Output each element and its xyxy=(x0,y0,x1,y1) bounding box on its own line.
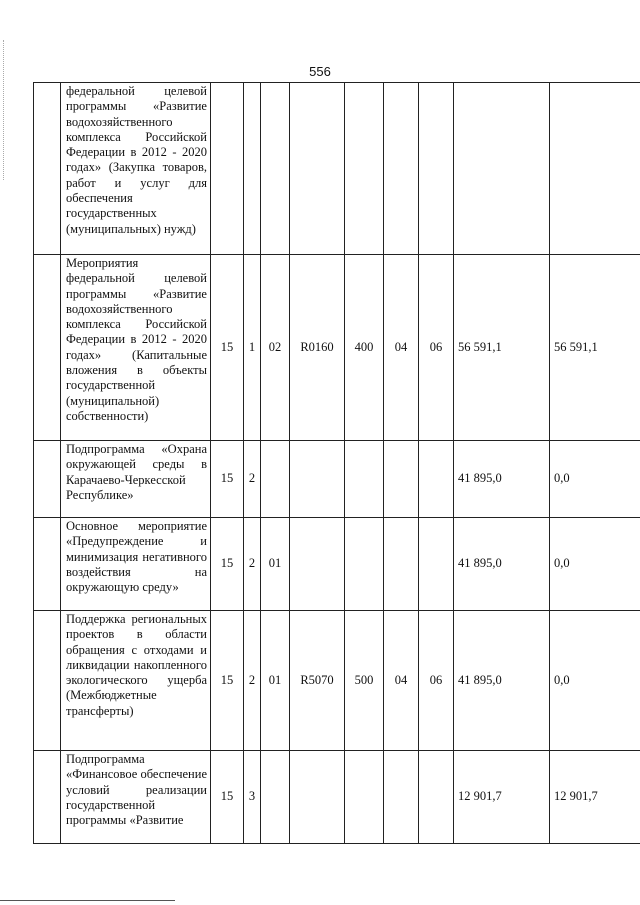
code-cell: 2 xyxy=(244,441,261,518)
code-cell xyxy=(290,441,345,518)
code-cell xyxy=(261,441,290,518)
code-cell: 15 xyxy=(211,611,244,751)
code-cell: 500 xyxy=(345,611,384,751)
code-cell: 04 xyxy=(384,611,419,751)
empty-cell xyxy=(34,255,61,441)
code-cell: R5070 xyxy=(290,611,345,751)
amount-cell xyxy=(550,83,640,255)
code-cell xyxy=(290,751,345,844)
amount-cell: 12 901,7 xyxy=(454,751,550,844)
item-name: Подпрограмма «Финансовое обеспечение условий реализации государственной программы «Развитие xyxy=(61,751,211,844)
amount-cell: 41 895,0 xyxy=(454,518,550,611)
code-cell xyxy=(419,441,454,518)
code-cell: 01 xyxy=(261,611,290,751)
code-cell xyxy=(384,83,419,255)
item-name: Основное мероприятие «Предупреждение и минимизация негативного воздействия на окружающую среду» xyxy=(61,518,211,611)
code-cell: 3 xyxy=(244,751,261,844)
scan-margin-mark xyxy=(3,40,4,180)
code-cell xyxy=(419,518,454,611)
code-cell: 06 xyxy=(419,611,454,751)
amount-cell: 12 901,7 xyxy=(550,751,640,844)
budget-table xyxy=(33,82,640,844)
code-cell xyxy=(384,751,419,844)
code-cell: 15 xyxy=(211,255,244,441)
empty-cell xyxy=(34,611,61,751)
table-row xyxy=(34,255,640,441)
amount-cell: 41 895,0 xyxy=(454,611,550,751)
empty-cell xyxy=(34,751,61,844)
code-cell xyxy=(419,83,454,255)
code-cell: 06 xyxy=(419,255,454,441)
code-cell xyxy=(261,83,290,255)
code-cell xyxy=(345,441,384,518)
code-cell xyxy=(419,751,454,844)
amount-cell: 56 591,1 xyxy=(454,255,550,441)
code-cell: 01 xyxy=(261,518,290,611)
table-row xyxy=(34,83,640,255)
amount-cell: 41 895,0 xyxy=(454,441,550,518)
amount-cell xyxy=(454,83,550,255)
code-cell xyxy=(345,751,384,844)
code-cell xyxy=(261,751,290,844)
code-cell: 2 xyxy=(244,518,261,611)
item-name: Подпрограмма «Охрана окружающей среды в Карачаево-Черкесской Республике» xyxy=(61,441,211,518)
code-cell: 15 xyxy=(211,518,244,611)
footer-rule xyxy=(0,900,175,901)
item-name: Поддержка региональных проектов в области обращения с отходами и ликвидации накопленного экологического ущерба (Межбюджетные трансферты) xyxy=(61,611,211,751)
code-cell xyxy=(384,518,419,611)
amount-cell: 0,0 xyxy=(550,518,640,611)
code-cell: 04 xyxy=(384,255,419,441)
table-row xyxy=(34,441,640,518)
code-cell xyxy=(211,83,244,255)
amount-cell: 56 591,1 xyxy=(550,255,640,441)
code-cell: 15 xyxy=(211,751,244,844)
code-cell: R0160 xyxy=(290,255,345,441)
code-cell xyxy=(244,83,261,255)
amount-cell: 0,0 xyxy=(550,611,640,751)
code-cell: 02 xyxy=(261,255,290,441)
code-cell: 1 xyxy=(244,255,261,441)
table-row xyxy=(34,518,640,611)
code-cell: 15 xyxy=(211,441,244,518)
table-row xyxy=(34,611,640,751)
code-cell xyxy=(290,83,345,255)
item-name: Мероприятия федеральной целевой программы «Развитие водохозяйственного комплекса Российской Федерации в 2012 - 2020 годах» (Капитальные вложения в объекты государственной (муниципальной) собственности) xyxy=(61,255,211,441)
empty-cell xyxy=(34,441,61,518)
code-cell: 400 xyxy=(345,255,384,441)
code-cell xyxy=(345,518,384,611)
page-number: 556 xyxy=(309,64,331,79)
empty-cell xyxy=(34,518,61,611)
code-cell xyxy=(384,441,419,518)
empty-cell xyxy=(34,83,61,255)
table-row xyxy=(34,751,640,844)
code-cell xyxy=(345,83,384,255)
code-cell xyxy=(290,518,345,611)
amount-cell: 0,0 xyxy=(550,441,640,518)
code-cell: 2 xyxy=(244,611,261,751)
item-name: федеральной целевой программы «Развитие водохозяйственного комплекса Российской Федерации в 2012 - 2020 годах» (Закупка товаров, работ и услуг для обеспечения государственных (муниципальных) нужд) xyxy=(61,83,211,255)
